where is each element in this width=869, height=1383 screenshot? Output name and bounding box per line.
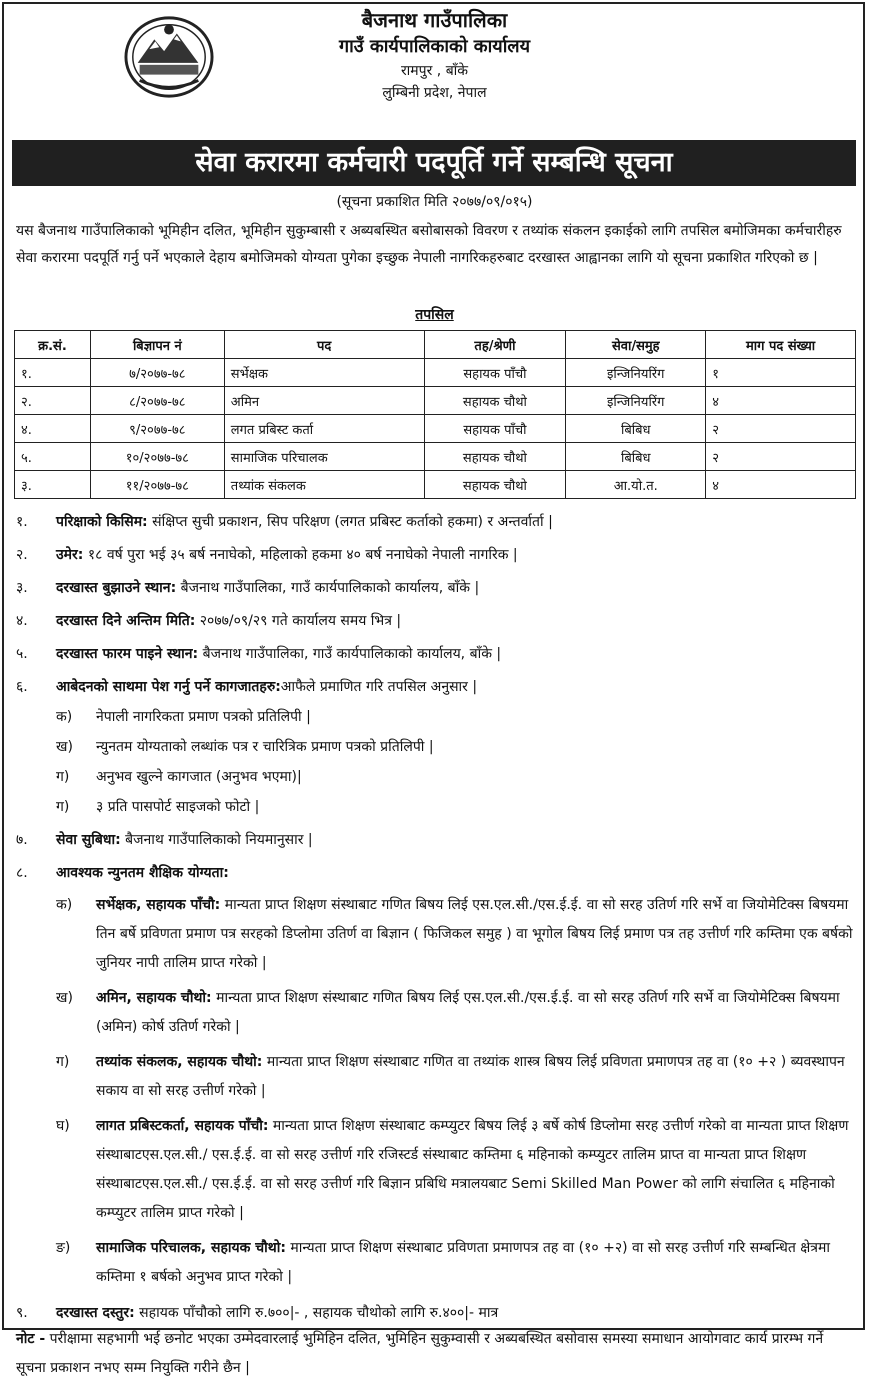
item-label: दरखास्त दिने अन्तिम मिति: [56, 613, 196, 629]
table-cell: ८/२०७७-७८ [90, 387, 224, 415]
table-header: पद [224, 331, 424, 359]
positions-table [14, 330, 856, 499]
item-text: आफैले प्रमाणित गरि तपसिल अनुसार | [280, 679, 478, 695]
table-cell: इन्जिनियरिंग [566, 387, 706, 415]
item-text: १८ वर्ष पुरा भई ३५ बर्ष ननाघेको, महिलाको हकमा ४० बर्ष ननाघेको नेपाली नागरिक | [83, 547, 518, 563]
item-text: बैजनाथ गाउँपालिकाको नियमानुसार | [120, 832, 313, 848]
notice-body [16, 510, 856, 1383]
table-cell: इन्जिनियरिंग [566, 359, 706, 387]
sub-item: ख) अमिन, सहायक चौथो: मान्यता प्राप्त शिक्षण संस्थाबाट गणित बिषय लिई एस.एल.सी./एस.ई.ई. वा सो सरह उतिर्ण गरि सर्भे वा जियोमेटिक्स बिषयमा (अमिन) कोर्ष उतिर्ण गरेको | [56, 990, 840, 1035]
table-cell: लगत प्रबिस्ट कर्ता [224, 415, 424, 443]
table-cell: सहायक पाँचौ [424, 359, 566, 387]
table-cell: ९/२०७७-७८ [90, 415, 224, 443]
table-cell: अमिन [224, 387, 424, 415]
table-cell: सहायक चौथो [424, 443, 566, 471]
sub-item: क) नेपाली नागरिकता प्रमाण पत्रको प्रतिलिपी | [56, 709, 311, 725]
table-header: सेवा/समुह [566, 331, 706, 359]
table-header: माग पद संख्या [706, 331, 856, 359]
item-text: बैजनाथ गाउँपालिका, गाउँ कार्यपालिकाको कार्यालय, बाँके | [198, 646, 502, 662]
table-row [15, 387, 856, 415]
table-header: तह/श्रेणी [424, 331, 566, 359]
note-label: नोट - [16, 1331, 46, 1347]
list-item: ९. दरखास्त दस्तुर: सहायक पाँचौको लागि रु.७००|- , सहायक चौथोको लागि रु.४००|- मात्र [16, 1305, 499, 1321]
table-cell: सहायक पाँचौ [424, 415, 566, 443]
item-label: दरखास्त फारम पाइने स्थान: [56, 646, 199, 662]
list-item: ८. आवश्यक न्युनतम शैक्षिक योग्यता: [16, 865, 229, 881]
published-date: (सूचना प्रकाशित मिति २०७७/०९/०१५) [336, 194, 533, 210]
table-cell: ४. [15, 415, 91, 443]
list-item: ७. सेवा सुबिधा: बैजनाथ गाउँपालिकाको नियमानुसार | [16, 832, 313, 848]
item-label: सेवा सुबिधा: [56, 832, 121, 848]
table-cell: ७/२०७७-७८ [90, 359, 224, 387]
address-line-1: रामपुर , बाँके [400, 63, 469, 79]
address-line-2: लुम्बिनी प्रदेश, नेपाल [382, 85, 487, 101]
sub-item: ङ) सामाजिक परिचालक, सहायक चौथो: मान्यता प्राप्त शिक्षण संस्थाबाट प्रविणता प्रमाणपत्र तह वा (१० +२) वा सो सरह उत्तीर्ण गरि सम्बन्धित क्षेत्रमा कम्तिमा १ बर्षको अनुभव प्राप्त गरेको | [56, 1240, 831, 1285]
office-name: गाउँ कार्यपालिकाको कार्यालय [338, 36, 531, 57]
item-text: बैजनाथ गाउँपालिका, गाउँ कार्यपालिकाको कार्यालय, बाँके | [176, 580, 480, 596]
table-cell: सहायक चौथो [424, 471, 566, 499]
table-cell: आ.यो.त. [566, 471, 706, 499]
table-cell: बिबिध [566, 443, 706, 471]
item-label: दरखास्त बुझाउने स्थान: [56, 580, 177, 596]
table-cell: तथ्यांक संकलक [224, 471, 424, 499]
table-cell: १ [706, 359, 856, 387]
table-caption: तपसिल [415, 307, 454, 323]
item-text: सहायक पाँचौको लागि रु.७००|- , सहायक चौथोको लागि रु.४००|- मात्र [134, 1305, 499, 1321]
table-cell: ४ [706, 471, 856, 499]
table-cell: ११/२०७७-७८ [90, 471, 224, 499]
table-row [15, 471, 856, 499]
letterhead [0, 6, 869, 104]
list-item: ४. दरखास्त दिने अन्तिम मिति: २०७७/०९/२९ गते कार्यालय समय भित्र | [16, 613, 402, 629]
list-item: ६. आबेदनको साथमा पेश गर्नु पर्ने कागजातहरु:आफैले प्रमाणित गरि तपसिल अनुसार | [16, 679, 478, 695]
table-header-row [15, 331, 856, 359]
item-label: आबेदनको साथमा पेश गर्नु पर्ने कागजातहरु: [56, 679, 281, 695]
list-item: २. उमेर: १८ वर्ष पुरा भई ३५ बर्ष ननाघेको, महिलाको हकमा ४० बर्ष ननाघेको नेपाली नागरिक | [16, 547, 518, 563]
item-label: आवश्यक न्युनतम शैक्षिक योग्यता: [56, 865, 229, 881]
table-cell: सहायक चौथो [424, 387, 566, 415]
sub-item: क) सर्भेक्षक, सहायक पाँचौ: मान्यता प्राप्त शिक्षण संस्थाबाट गणित बिषय लिई एस.एल.सी./एस.ई.ई. वा सो सरह उतिर्ण गरि सर्भे वा जियोमेटिक्स बिषयमा तिन बर्षे प्रविणता प्रमाण पत्र सरहको डिप्लोमा उतिर्ण वा बिज्ञान ( फिजिकल समुह ) वा भूगोल बिषय लिई प्रमाण पत्र तह उत्तीर्ण गरि कम्तिमा एक बर्षको जुनियर नापी तालिम प्राप्त गरेको | [56, 897, 853, 971]
table-row [15, 359, 856, 387]
sub-item: घ) लागत प्रबिस्टकर्ता, सहायक पाँचौ: मान्यता प्राप्त शिक्षण संस्थाबाट कम्प्युटर बिषय लिई ३ बर्षे कोर्ष डिप्लोमा सरह उत्तीर्ण गरेको वा मान्यता प्राप्त शिक्षण संस्थाबाटएस.एल.सी./ एस.ई.ई. वा सो सरह उत्तीर्ण गरि रजिस्टर्ड संस्थाबाट कम्तिमा ६ महिनाको कम्प्युटर तालिम प्राप्त वा मान्यता प्राप्त शिक्षण संस्थाबाटएस.एल.सी./ एस.ई.ई. वा सो सरह उत्तीर्ण गरि बिज्ञान प्रबिधि मत्रालयबाट Semi Skilled Man Power को लागि संचालित ६ महिनाको कम्प्युटर तालिम प्राप्त गरेको | [56, 1118, 849, 1221]
table-header: बिज्ञापन नं [90, 331, 224, 359]
sub-item: ख) न्युनतम योग्यताको लब्धांक पत्र र चारित्रिक प्रमाण पत्रको प्रतिलिपी | [56, 739, 434, 755]
item-label: दरखास्त दस्तुर: [56, 1305, 135, 1321]
table-cell: १०/२०७७-७८ [90, 443, 224, 471]
table-cell: ३. [15, 471, 91, 499]
table-header: क्र.सं. [15, 331, 91, 359]
table-cell: बिबिध [566, 415, 706, 443]
item-label: परिक्षाको किसिम: [56, 514, 148, 530]
list-item: ३. दरखास्त बुझाउने स्थान: बैजनाथ गाउँपालिका, गाउँ कार्यपालिकाको कार्यालय, बाँके | [16, 580, 480, 596]
org-name: बैजनाथ गाउँपालिका [361, 8, 508, 32]
item-label: उमेर: [56, 547, 84, 563]
sub-item: ग) अनुभव खुल्ने कागजात (अनुभव भएमा)| [56, 769, 302, 785]
table-row [15, 443, 856, 471]
table-cell: २ [706, 443, 856, 471]
item-text: २०७७/०९/२९ गते कार्यालय समय भित्र | [195, 613, 402, 629]
sub-item: ग) ३ प्रति पासपोर्ट साइजको फोटो | [56, 799, 260, 815]
list-item: १. परिक्षाको किसिम: संक्षिप्त सुची प्रकाशन, सिप परिक्षण (लगत प्रबिस्ट कर्ताको हकमा) र अन्तर्वार्ता | [16, 514, 553, 530]
table-cell: ४ [706, 387, 856, 415]
intro-paragraph: यस बैजनाथ गाउँपालिकाको भूमिहीन दलित, भूमिहीन सुकुम्बासी र अब्यबस्थित बसोबासको विवरण र तथ्यांक संकलन इकाईको लागि तपसिल बमोजिमका कर्मचारीहरु सेवा करारमा पदपूर्ति गर्नु पर्ने भएकाले देहाय बमोजिमको योग्यता पुगेका इच्छुक नेपाली नागरिकहरुबाट दरखास्त आह्वानका लागि यो सूचना प्रकाशित गरिएको छ | [16, 223, 842, 266]
item-text: संक्षिप्त सुची प्रकाशन, सिप परिक्षण (लगत प्रबिस्ट कर्ताको हकमा) र अन्तर्वार्ता | [147, 514, 553, 530]
notice-title-banner: सेवा करारमा कर्मचारी पदपूर्ति गर्ने सम्बन्धि सूचना [12, 140, 856, 186]
table-cell: सर्भेक्षक [224, 359, 424, 387]
table-cell: सामाजिक परिचालक [224, 443, 424, 471]
table-cell: २ [706, 415, 856, 443]
note-text: परीक्षामा सहभागी भई छनोट भएका उम्मेदवारलाई भुमिहिन दलित, भुमिहिन सुकुम्वासी र अब्यबस्थित बसोवास समस्या समाधान आयोगवाट कार्य प्रारम्भ गर्ने सूचना प्रकाशन नभए सम्म नियुक्ति गरीने छैन | [16, 1331, 824, 1376]
sub-item: ग) तथ्यांक संकलक, सहायक चौथो: मान्यता प्राप्त शिक्षण संस्थाबाट गणित वा तथ्यांक शास्त्र बिषय लिई प्रविणता प्रमाणपत्र तह वा (१० +२ ) ब्यवस्थापन सकाय वा सो सरह उत्तीर्ण गरेको | [56, 1054, 845, 1099]
table-cell: २. [15, 387, 91, 415]
table-cell: १. [15, 359, 91, 387]
table-row [15, 415, 856, 443]
table-cell: ५. [15, 443, 91, 471]
list-item: ५. दरखास्त फारम पाइने स्थान: बैजनाथ गाउँपालिका, गाउँ कार्यपालिकाको कार्यालय, बाँके | [16, 646, 502, 662]
